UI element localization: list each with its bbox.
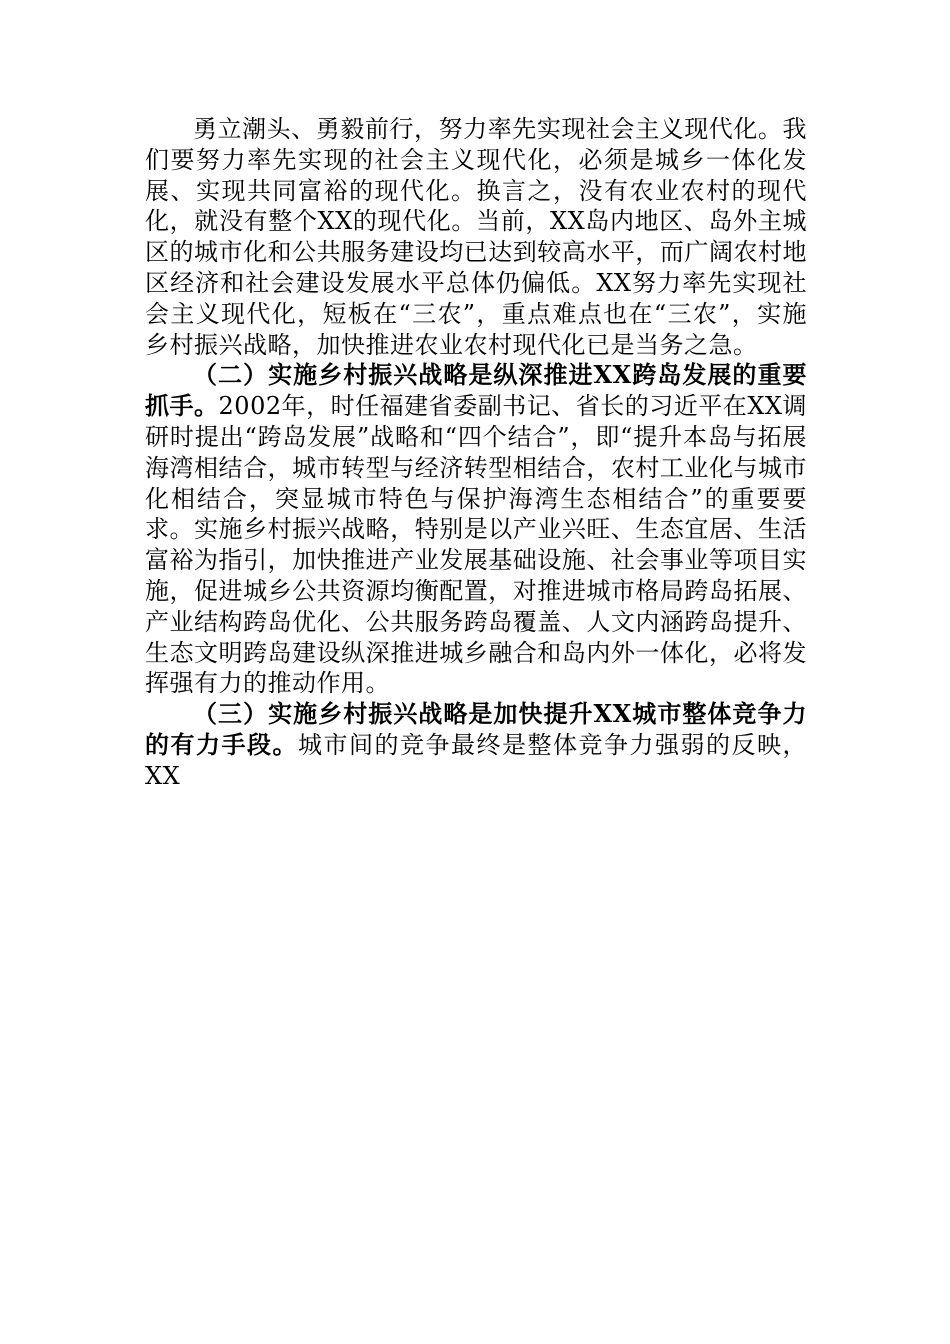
- paragraph-1: [145, 114, 807, 360]
- paragraph-1-text: 勇立潮头、勇毅前行，努力率先实现社会主义现代化。我们要努力率先实现的社会主义现代化，必须是城乡一体化发展、实现共同富裕的现代化。换言之，没有农业农村的现代化，就没有整个XX的现代化。当前，XX岛内地区、岛外主城区的城市化和公共服务建设均已达到较高水平，而广阔农村地区经济和社会建设发展水平总体仍偏低。XX努力率先实现社会主义现代化，短板在“三农”，重点难点也在“三农”，实施乡村振兴战略，加快推进农业农村现代化已是当务之急。: [145, 115, 807, 359]
- paragraph-2-text: 2002年，时任福建省委副书记、省长的习近平在XX调研时提出“跨岛发展”战略和“四个结合”，即“提升本岛与拓展海湾相结合，城市转型与经济转型相结合，农村工业化与城市化相结合，突显城市特色与保护海湾生态相结合”的重要要求。实施乡村振兴战略，特别是以产业兴旺、生态宜居、生活富裕为指引，加快推进产业发展基础设施、社会事业等项目实施，促进城乡公共资源均衡配置，对推进城市格局跨岛拓展、产业结构跨岛优化、公共服务跨岛覆盖、人文内涵跨岛提升、生态文明跨岛建设纵深推进城乡融合和岛内外一体化，必将发挥强有力的推动作用。: [145, 392, 807, 698]
- paragraph-3-text: 城市间的竞争最终是整体竞争力强弱的反映，XX: [145, 730, 807, 790]
- paragraph-2-heading: （二）实施乡村振兴战略是纵深推进XX跨岛发展的重要抓手。: [145, 360, 807, 421]
- document-body: [145, 114, 807, 792]
- paragraph-3: [145, 699, 807, 791]
- paragraph-2: [145, 360, 807, 699]
- paragraph-3-heading: （三）实施乡村振兴战略是加快提升XX城市整体竞争力的有力手段。: [145, 699, 807, 759]
